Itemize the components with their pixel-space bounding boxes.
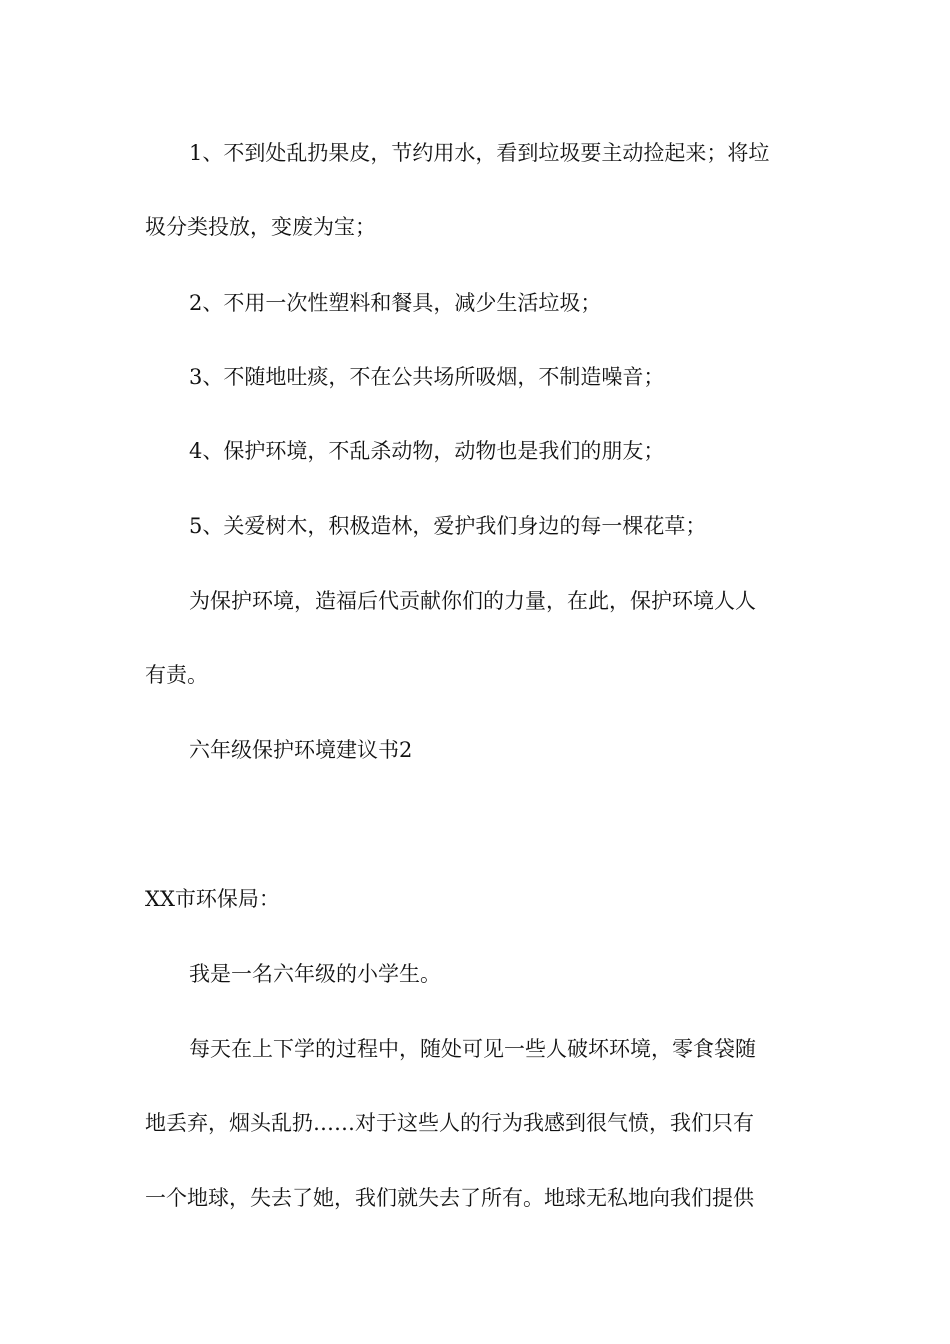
- suggestion-3: 3、不随地吐痰，不在公共场所吸烟，不制造噪音；: [189, 365, 665, 389]
- suggestion-1-line-2: 圾分类投放，变废为宝；: [145, 215, 376, 239]
- suggestion-5: 5、关爱树木，积极造林，爱护我们身边的每一棵花草；: [189, 514, 707, 538]
- suggestion-1-line-1: 1、不到处乱扔果皮，节约用水，看到垃圾要主动捡起来；将垃: [189, 141, 770, 165]
- salutation: XX市环保局：: [145, 887, 280, 911]
- suggestion-4: 4、保护环境，不乱杀动物，动物也是我们的朋友；: [189, 439, 665, 463]
- body-line-3: 一个地球，失去了她，我们就失去了所有。地球无私地向我们提供: [145, 1186, 754, 1210]
- closing-line-2: 有责。: [145, 663, 208, 687]
- section-title: 六年级保护环境建议书2: [189, 738, 413, 762]
- body-line-2: 地丢弃，烟头乱扔……对于这些人的行为我感到很气愤，我们只有: [145, 1111, 754, 1135]
- suggestion-2: 2、不用一次性塑料和餐具，减少生活垃圾；: [189, 291, 602, 315]
- closing-line-1: 为保护环境，造福后代贡献你们的力量，在此，保护环境人人: [189, 589, 756, 613]
- intro-paragraph: 我是一名六年级的小学生。: [189, 962, 441, 986]
- body-line-1: 每天在上下学的过程中，随处可见一些人破坏环境，零食袋随: [189, 1037, 756, 1061]
